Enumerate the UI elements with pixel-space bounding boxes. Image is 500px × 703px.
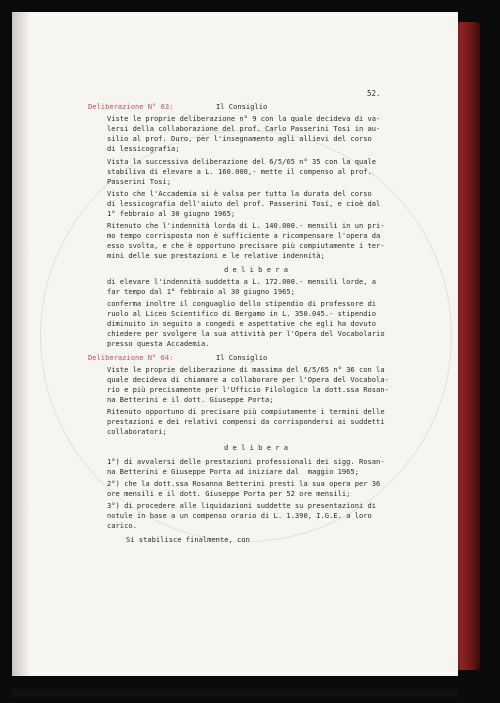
text-line: diminuito in seguito a congedi e aspettative che egli ha dovuto: [107, 319, 377, 328]
delibera-keyword: d e l i b e r a: [224, 265, 289, 274]
text-line: carico.: [107, 521, 137, 530]
text-line: collaboratori;: [107, 427, 167, 436]
text-line: Passerini Tosi;: [107, 177, 172, 186]
delibera-keyword: d e l i b e r a: [224, 443, 289, 452]
text-line: Viste le proprie deliberazione n° 9 con la quale decideva di va-: [107, 114, 381, 123]
deliberazione-64-organ: Il Consiglio: [216, 353, 268, 362]
text-line: conferma inoltre il conguaglio dello stipendio di professore di: [107, 299, 377, 308]
text-line: Ritenuto che l'indennità lorda di L. 140.000.- mensili in un pri-: [107, 221, 385, 230]
text-line: 1° febbraio al 30 giugno 1965;: [107, 209, 236, 218]
text-line: presso questa Accademia.: [107, 339, 210, 348]
text-line: 3°) di procedere alle liquidazioni suddette su presentazioni di: [107, 501, 377, 510]
text-line: esso svolta, e che è opportuno precisare più compiutamente i ter-: [107, 241, 385, 250]
text-line: 2°) che la dott.ssa Rosanna Betterini presti la sua opera per 36: [107, 479, 381, 488]
text-line: na Betterini e il dott. Giuseppe Porta;: [107, 395, 274, 404]
deliberazione-64-heading: Deliberazione N° 64:: [88, 353, 174, 362]
text-line: di lessicografia;: [107, 144, 180, 153]
text-line: 1°) di avvalersi delle prestazioni professionali dei sigg. Rosan-: [107, 457, 385, 466]
page-gutter: [12, 12, 30, 676]
text-line: na Betterini e Giuseppe Porta ad iniziare dal maggio 1965;: [107, 467, 359, 476]
document-page: [12, 12, 458, 676]
page-number: 52.: [367, 89, 381, 98]
text-line: lersi della collaborazione del prof. Carlo Passerini Tosi in au-: [107, 124, 381, 133]
text-line: stabiliva di elevare a L. 160.000,- mette il compenso al prof.: [107, 167, 372, 176]
deliberazione-63-organ: Il Consiglio: [216, 102, 268, 111]
text-line: far tempo dal 1° febbraio al 30 giugno 1965;: [107, 287, 295, 296]
text-line: di lessicografia dell'aiuto del prof. Passerini Tosi, e cioè dal: [107, 199, 381, 208]
text-line: rio e più precisamente per l'Ufficio Filologico la dott.ssa Rosan-: [107, 385, 389, 394]
deliberazione-63-heading: Deliberazione N° 63:: [88, 102, 174, 111]
text-line: Viste le proprie deliberazione di massima del 6/5/65 n° 36 con la: [107, 365, 385, 374]
text-line: mo tempo corrisposta non è sufficiente a ricompensare l'opera da: [107, 231, 381, 240]
text-line: prestazioni e dei relativi compensi da corrispondersi ai suddetti: [107, 417, 385, 426]
text-line: notule in base a un compenso orario di L. 1.390, I.G.E. a loro: [107, 511, 372, 520]
text-line: chiedere per svolgere la sua attività per l'Opera del Vocabolario: [107, 329, 385, 338]
text-line: quale decideva di chiamare a collaborare per l'Opera del Vocabola-: [107, 375, 389, 384]
text-line: ruolo al Liceo Scientifico di Bergamo in L. 350.045.- stipendio: [107, 309, 377, 318]
text-line: Si stabilisce finalmente, con: [126, 535, 250, 544]
text-line: Vista la successiva deliberazione del 6/5/65 n° 35 con la quale: [107, 157, 377, 166]
text-line: mini delle sue prestazioni e le relative indennità;: [107, 251, 325, 260]
text-line: Ritenuto opportuno di precisare più compiutamente i termini delle: [107, 407, 385, 416]
text-line: ore mensili e il dott. Giuseppe Porta per 52 ore mensili;: [107, 489, 351, 498]
scan-border: [12, 689, 458, 697]
text-line: silio al prof. Duro, per l'insegnamento agli allievi del corso: [107, 134, 372, 143]
text-line: di elevare l'indennità suddetta a L. 172.000.- mensili lorde, a: [107, 277, 377, 286]
text-line: Visto che l'Accademia si è valsa per tutta la durata del corso: [107, 189, 372, 198]
